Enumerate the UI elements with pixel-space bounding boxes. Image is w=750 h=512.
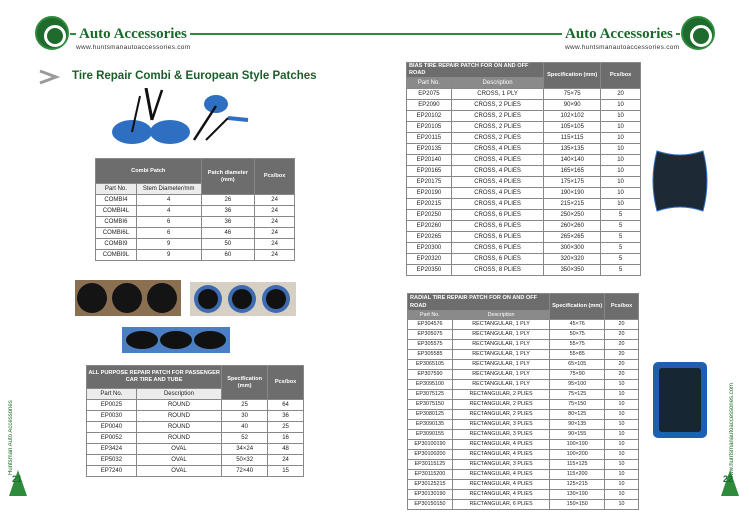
table-row xyxy=(408,490,639,500)
table-cell: 50×75 xyxy=(550,330,605,340)
table-cell: EP305585 xyxy=(408,350,453,360)
table-cell: EP0025 xyxy=(87,400,137,411)
table-row xyxy=(407,232,641,243)
table-row xyxy=(407,100,641,111)
table-cell: 26 xyxy=(201,195,255,206)
table-cell: 5 xyxy=(601,265,641,276)
table-cell: EP30150150 xyxy=(408,500,453,510)
table-cell: 175×175 xyxy=(544,177,601,188)
table-cell: 50 xyxy=(201,239,255,250)
table-cell: 102×102 xyxy=(544,111,601,122)
table-row xyxy=(408,450,639,460)
table-cell: EP20165 xyxy=(407,166,452,177)
combi-sub-part: Part No. xyxy=(96,184,137,195)
table-cell: 20 xyxy=(605,320,639,330)
table-cell: 265×265 xyxy=(544,232,601,243)
table-cell: 75×90 xyxy=(550,370,605,380)
table-cell: CROSS, 4 PLIES xyxy=(451,199,543,210)
table-cell: 300×300 xyxy=(544,243,601,254)
table-row xyxy=(407,199,641,210)
table-row xyxy=(408,410,639,420)
table-cell: COMBI4L xyxy=(96,206,137,217)
table-cell: CROSS, 8 PLIES xyxy=(451,265,543,276)
table-cell: 55×85 xyxy=(550,350,605,360)
table-row xyxy=(96,239,295,250)
right-page xyxy=(375,0,750,512)
combi-patch-image xyxy=(110,88,270,150)
table-cell: 5 xyxy=(601,254,641,265)
table-row xyxy=(96,206,295,217)
table-cell: CROSS, 4 PLIES xyxy=(451,155,543,166)
table-row xyxy=(408,460,639,470)
table-row xyxy=(407,243,641,254)
table-cell: RECTANGULAR, 4 PLIES xyxy=(452,470,549,480)
table-cell: 90×135 xyxy=(550,420,605,430)
table-cell: RECTANGULAR, 4 PLIES xyxy=(452,440,549,450)
table-cell: 20 xyxy=(605,350,639,360)
purpose-col-pcs: Pcs/box xyxy=(268,366,304,400)
table-row xyxy=(407,122,641,133)
table-cell: 10 xyxy=(605,470,639,480)
combi-table-title: Combi Patch xyxy=(96,159,202,184)
table-row xyxy=(408,470,639,480)
round-patches-blue-photo xyxy=(190,282,296,316)
table-cell: COMBI4 xyxy=(96,195,137,206)
table-cell: 80×125 xyxy=(550,410,605,420)
table-cell: RECTANGULAR, 3 PLIES xyxy=(452,460,549,470)
table-cell: CROSS, 1 PLY xyxy=(451,89,543,100)
bias-col-pcs: Pcs/box xyxy=(601,63,641,89)
table-cell: 10 xyxy=(601,166,641,177)
table-cell: EP30130190 xyxy=(408,490,453,500)
table-cell: OVAL xyxy=(136,466,221,477)
side-url-text: www.huntsmanautoaccessories.com xyxy=(729,382,735,480)
table-cell: EP30100190 xyxy=(408,440,453,450)
table-row xyxy=(408,390,639,400)
table-cell: 150×150 xyxy=(550,500,605,510)
table-row xyxy=(96,217,295,228)
table-cell: 10 xyxy=(605,450,639,460)
table-row xyxy=(407,133,641,144)
table-cell: 165×165 xyxy=(544,166,601,177)
table-cell: 24 xyxy=(255,195,295,206)
table-cell: CROSS, 4 PLIES xyxy=(451,166,543,177)
table-cell: 24 xyxy=(255,250,295,261)
table-cell: 4 xyxy=(136,195,201,206)
table-cell: EP20350 xyxy=(407,265,452,276)
table-cell: 5 xyxy=(601,210,641,221)
table-row xyxy=(407,111,641,122)
purpose-table-body xyxy=(87,400,304,477)
table-cell: ROUND xyxy=(136,422,221,433)
bias-sub-desc: Description xyxy=(451,78,543,89)
table-row xyxy=(407,144,641,155)
purpose-sub-desc: Description xyxy=(136,389,221,400)
table-cell: 10 xyxy=(605,460,639,470)
arrow-icon xyxy=(38,69,64,85)
table-row xyxy=(407,155,641,166)
table-cell: 140×140 xyxy=(544,155,601,166)
combi-col-pcs: Pcs/box xyxy=(255,159,295,195)
table-cell: 75×75 xyxy=(544,89,601,100)
table-cell: 10 xyxy=(601,155,641,166)
table-cell: 130×190 xyxy=(550,490,605,500)
table-cell: 115×125 xyxy=(550,460,605,470)
table-row xyxy=(407,89,641,100)
table-cell: CROSS, 2 PLIES xyxy=(451,133,543,144)
table-cell: EP20105 xyxy=(407,122,452,133)
table-cell: 50×32 xyxy=(222,455,268,466)
table-row xyxy=(408,380,639,390)
table-cell: 90×90 xyxy=(544,100,601,111)
table-cell: CROSS, 2 PLIES xyxy=(451,100,543,111)
table-cell: RECTANGULAR, 3 PLIES xyxy=(452,420,549,430)
table-cell: RECTANGULAR, 4 PLIES xyxy=(452,480,549,490)
combi-table-body xyxy=(96,195,295,261)
table-cell: 16 xyxy=(268,433,304,444)
table-cell: 64 xyxy=(268,400,304,411)
table-row xyxy=(407,221,641,232)
table-row xyxy=(407,188,641,199)
page-number: 22 xyxy=(723,474,734,484)
table-cell: RECTANGULAR, 6 PLIES xyxy=(452,500,549,510)
combi-col-diameter: Patch diameter (mm) xyxy=(201,159,255,195)
table-cell: EP3080125 xyxy=(408,410,453,420)
table-cell: CROSS, 6 PLIES xyxy=(451,232,543,243)
table-cell: ROUND xyxy=(136,411,221,422)
table-cell: RECTANGULAR, 2 PLIES xyxy=(452,400,549,410)
table-cell: ROUND xyxy=(136,433,221,444)
table-cell: CROSS, 6 PLIES xyxy=(451,243,543,254)
table-cell: RECTANGULAR, 1 PLY xyxy=(452,370,549,380)
table-cell: 350×350 xyxy=(544,265,601,276)
table-cell: 20 xyxy=(605,340,639,350)
table-cell: COMBI9 xyxy=(96,239,137,250)
table-cell: 125×215 xyxy=(550,480,605,490)
table-cell: COMBI6 xyxy=(96,217,137,228)
table-cell: 10 xyxy=(605,400,639,410)
table-cell: 10 xyxy=(605,440,639,450)
table-cell: RECTANGULAR, 2 PLIES xyxy=(452,390,549,400)
table-row xyxy=(407,210,641,221)
table-cell: CROSS, 2 PLIES xyxy=(451,122,543,133)
table-cell: CROSS, 4 PLIES xyxy=(451,177,543,188)
table-cell: 25 xyxy=(222,400,268,411)
table-cell: 5 xyxy=(601,232,641,243)
table-cell: OVAL xyxy=(136,444,221,455)
table-cell: 10 xyxy=(605,480,639,490)
table-cell: 25 xyxy=(268,422,304,433)
table-cell: EP3090135 xyxy=(408,420,453,430)
table-cell: 15 xyxy=(268,466,304,477)
table-cell: EP5032 xyxy=(87,455,137,466)
table-cell: COMBI6L xyxy=(96,228,137,239)
table-cell: 24 xyxy=(268,455,304,466)
table-cell: 20 xyxy=(605,360,639,370)
table-cell: 75×150 xyxy=(550,400,605,410)
table-cell: 100×200 xyxy=(550,450,605,460)
table-cell: RECTANGULAR, 4 PLIES xyxy=(452,490,549,500)
table-cell: 48 xyxy=(268,444,304,455)
table-cell: 9 xyxy=(136,250,201,261)
table-cell: 65×105 xyxy=(550,360,605,370)
table-cell: 30 xyxy=(222,411,268,422)
radial-col-spec: Specification (mm) xyxy=(550,294,605,320)
table-cell: EP304576 xyxy=(408,320,453,330)
table-cell: EP307590 xyxy=(408,370,453,380)
bias-col-spec: Specification (mm) xyxy=(544,63,601,89)
table-row xyxy=(408,370,639,380)
table-row xyxy=(408,350,639,360)
bias-table-body xyxy=(407,89,641,276)
table-row xyxy=(87,444,304,455)
purpose-col-spec: Specification (mm) xyxy=(222,366,268,400)
table-cell: 260×260 xyxy=(544,221,601,232)
table-cell: 60 xyxy=(201,250,255,261)
table-cell: EP20300 xyxy=(407,243,452,254)
round-patches-photo xyxy=(75,280,181,316)
radial-patch-table xyxy=(407,293,639,510)
radial-sub-part: Part No. xyxy=(408,311,453,320)
purpose-table-title: ALL PURPOSE REPAIR PATCH FOR PASSENGER CAR TIRE AND TUBE xyxy=(87,366,222,389)
table-row xyxy=(87,433,304,444)
table-cell: 10 xyxy=(605,490,639,500)
table-cell: 10 xyxy=(601,188,641,199)
table-cell: EP20175 xyxy=(407,177,452,188)
table-row xyxy=(96,250,295,261)
table-cell: EP3090155 xyxy=(408,430,453,440)
table-cell: 250×250 xyxy=(544,210,601,221)
table-cell: 10 xyxy=(601,144,641,155)
table-row xyxy=(87,455,304,466)
table-cell: 6 xyxy=(136,217,201,228)
table-cell: 24 xyxy=(255,239,295,250)
brand-name: Auto Accessories xyxy=(76,26,190,43)
table-cell: 36 xyxy=(201,206,255,217)
table-cell: 9 xyxy=(136,239,201,250)
table-cell: RECTANGULAR, 1 PLY xyxy=(452,340,549,350)
table-row xyxy=(408,360,639,370)
all-purpose-patch-table xyxy=(86,365,304,477)
table-cell: 10 xyxy=(605,420,639,430)
table-cell: CROSS, 6 PLIES xyxy=(451,221,543,232)
table-cell: RECTANGULAR, 2 PLIES xyxy=(452,410,549,420)
table-cell: 100×190 xyxy=(550,440,605,450)
table-cell: 20 xyxy=(601,89,641,100)
table-row xyxy=(408,430,639,440)
table-cell: EP0030 xyxy=(87,411,137,422)
table-cell: EP20320 xyxy=(407,254,452,265)
table-row xyxy=(408,420,639,430)
table-cell: 115×115 xyxy=(544,133,601,144)
table-row xyxy=(408,320,639,330)
table-cell: 115×200 xyxy=(550,470,605,480)
table-cell: CROSS, 6 PLIES xyxy=(451,254,543,265)
table-cell: EP20215 xyxy=(407,199,452,210)
table-cell: RECTANGULAR, 1 PLY xyxy=(452,320,549,330)
table-cell: 5 xyxy=(601,243,641,254)
table-cell: 10 xyxy=(605,390,639,400)
table-row xyxy=(408,340,639,350)
table-cell: 10 xyxy=(605,500,639,510)
purpose-sub-part: Part No. xyxy=(87,389,137,400)
table-cell: RECTANGULAR, 1 PLY xyxy=(452,350,549,360)
table-cell: CROSS, 4 PLIES xyxy=(451,188,543,199)
table-cell: EP0040 xyxy=(87,422,137,433)
table-cell: EP20250 xyxy=(407,210,452,221)
radial-table-title: RADIAL TIRE REPAIR PATCH FOR ON AND OFF ROAD xyxy=(408,294,550,311)
table-row xyxy=(407,254,641,265)
table-row xyxy=(87,400,304,411)
table-cell: 5 xyxy=(601,221,641,232)
table-cell: 10 xyxy=(601,100,641,111)
table-cell: 10 xyxy=(601,177,641,188)
table-cell: EP20260 xyxy=(407,221,452,232)
table-cell: EP3095100 xyxy=(408,380,453,390)
bias-sub-part: Part No. xyxy=(407,78,452,89)
table-cell: 52 xyxy=(222,433,268,444)
table-cell: EP30115125 xyxy=(408,460,453,470)
table-cell: EP20140 xyxy=(407,155,452,166)
table-cell: EP305575 xyxy=(408,340,453,350)
table-cell: 10 xyxy=(601,133,641,144)
brand-name: Auto Accessories xyxy=(562,26,676,43)
table-cell: EP3065105 xyxy=(408,360,453,370)
table-cell: EP0052 xyxy=(87,433,137,444)
table-cell: 45×76 xyxy=(550,320,605,330)
table-cell: 215×215 xyxy=(544,199,601,210)
radial-sub-desc: Description xyxy=(452,311,549,320)
table-cell: EP30100200 xyxy=(408,450,453,460)
table-cell: 135×135 xyxy=(544,144,601,155)
table-row xyxy=(408,480,639,490)
site-url: www.huntsmanautoaccessories.com xyxy=(565,44,680,51)
company-logo xyxy=(35,16,69,50)
table-cell: 320×320 xyxy=(544,254,601,265)
company-logo xyxy=(681,16,715,50)
radial-table-body xyxy=(408,320,639,510)
section-title: Tire Repair Combi & European Style Patches xyxy=(72,70,317,82)
bias-table-title: BIAS TIRE REPAIR PATCH FOR ON AND OFF ROAD xyxy=(407,63,544,78)
table-cell: 10 xyxy=(605,410,639,420)
table-row xyxy=(408,440,639,450)
table-cell: 34×24 xyxy=(222,444,268,455)
site-url: www.huntsmanautoaccessories.com xyxy=(76,44,191,51)
combi-sub-stem: Stem Diameter/mm xyxy=(136,184,201,195)
table-cell: 10 xyxy=(601,111,641,122)
table-cell: OVAL xyxy=(136,455,221,466)
table-cell: EP3424 xyxy=(87,444,137,455)
oval-patches-photo xyxy=(122,327,230,353)
radial-col-pcs: Pcs/box xyxy=(605,294,639,320)
table-cell: 90×155 xyxy=(550,430,605,440)
table-cell: CROSS, 6 PLIES xyxy=(451,210,543,221)
table-cell: RECTANGULAR, 1 PLY xyxy=(452,330,549,340)
page-number: 21 xyxy=(12,474,23,484)
table-row xyxy=(407,177,641,188)
table-cell: 40 xyxy=(222,422,268,433)
table-cell: 46 xyxy=(201,228,255,239)
table-row xyxy=(408,400,639,410)
table-cell: COMBI9L xyxy=(96,250,137,261)
table-cell: RECTANGULAR, 3 PLIES xyxy=(452,430,549,440)
table-cell: 24 xyxy=(255,228,295,239)
table-cell: 105×105 xyxy=(544,122,601,133)
table-row xyxy=(87,466,304,477)
table-cell: 10 xyxy=(605,430,639,440)
table-cell: EP2090 xyxy=(407,100,452,111)
table-cell: EP20102 xyxy=(407,111,452,122)
table-cell: 190×190 xyxy=(544,188,601,199)
table-cell: 4 xyxy=(136,206,201,217)
table-cell: CROSS, 4 PLIES xyxy=(451,144,543,155)
table-cell: EP20190 xyxy=(407,188,452,199)
table-cell: 10 xyxy=(605,380,639,390)
table-row xyxy=(87,411,304,422)
table-cell: 10 xyxy=(601,122,641,133)
table-cell: RECTANGULAR, 1 PLY xyxy=(452,380,549,390)
cross-patch-image xyxy=(645,145,715,217)
table-cell: EP20265 xyxy=(407,232,452,243)
table-cell: EP7240 xyxy=(87,466,137,477)
combi-patch-table xyxy=(95,158,295,261)
table-cell: 55×75 xyxy=(550,340,605,350)
table-cell: 75×125 xyxy=(550,390,605,400)
table-row xyxy=(407,265,641,276)
table-cell: 72×40 xyxy=(222,466,268,477)
table-cell: ROUND xyxy=(136,400,221,411)
table-cell: EP20135 xyxy=(407,144,452,155)
table-row xyxy=(96,228,295,239)
table-cell: EP30125215 xyxy=(408,480,453,490)
table-cell: 6 xyxy=(136,228,201,239)
table-cell: EP3075150 xyxy=(408,400,453,410)
table-cell: 24 xyxy=(255,217,295,228)
rectangular-patch-image xyxy=(651,360,709,440)
table-cell: 36 xyxy=(201,217,255,228)
table-cell: EP305075 xyxy=(408,330,453,340)
table-cell: 24 xyxy=(255,206,295,217)
table-cell: RECTANGULAR, 1 PLY xyxy=(452,360,549,370)
table-cell: 95×100 xyxy=(550,380,605,390)
table-cell: 10 xyxy=(601,199,641,210)
table-cell: EP20115 xyxy=(407,133,452,144)
table-cell: 36 xyxy=(268,411,304,422)
table-row xyxy=(96,195,295,206)
table-cell: 20 xyxy=(605,370,639,380)
table-cell: EP2075 xyxy=(407,89,452,100)
table-cell: RECTANGULAR, 4 PLIES xyxy=(452,450,549,460)
table-cell: CROSS, 2 PLIES xyxy=(451,111,543,122)
table-cell: EP3075125 xyxy=(408,390,453,400)
table-row xyxy=(407,166,641,177)
table-cell: EP30115200 xyxy=(408,470,453,480)
table-cell: 20 xyxy=(605,330,639,340)
side-brand-text: Huntsman Auto Accessories xyxy=(8,400,14,475)
bias-patch-table xyxy=(406,62,641,276)
table-row xyxy=(408,500,639,510)
table-row xyxy=(87,422,304,433)
table-row xyxy=(408,330,639,340)
